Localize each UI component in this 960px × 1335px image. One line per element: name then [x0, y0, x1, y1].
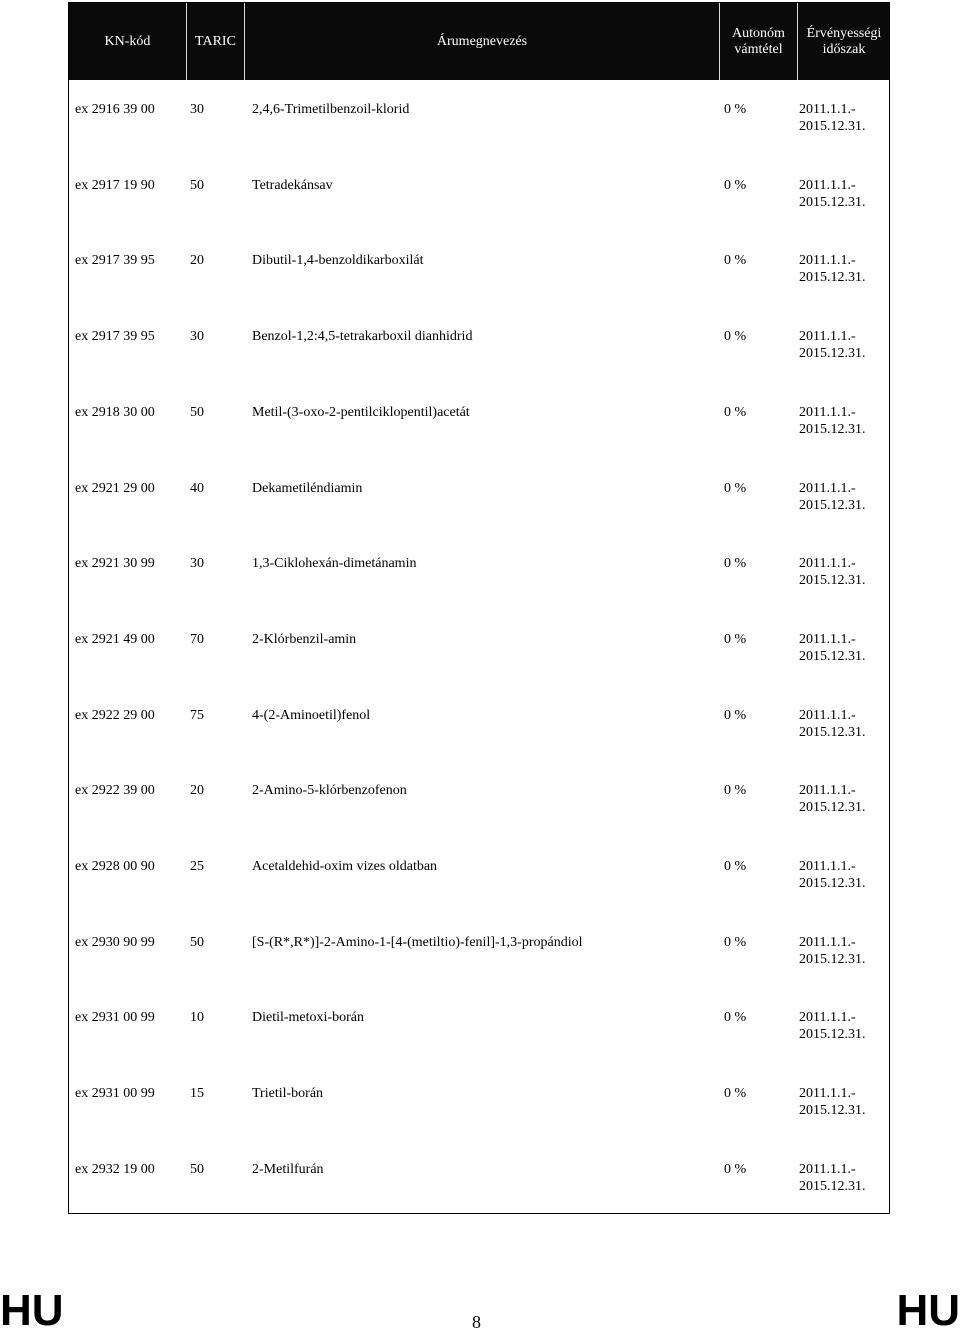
validity-period-cell: [799, 404, 866, 438]
validity-period-end: 2015.12.31.: [799, 1027, 866, 1043]
kn-code-cell: ex 2918 30 00: [75, 404, 155, 420]
header-description: [245, 3, 719, 80]
description-cell: Acetaldehid-oxim vizes oldatban: [252, 859, 438, 874]
header-kn-code: [69, 3, 186, 80]
validity-period-start: 2011.1.1.-: [799, 707, 856, 723]
taric-cell: 50: [190, 404, 204, 420]
taric-cell: 50: [190, 1161, 204, 1177]
header-validity-period: [798, 3, 890, 80]
header-description-label: Árumegnevezés: [436, 33, 528, 49]
table-row: [69, 1161, 889, 1236]
table-row: [69, 782, 889, 857]
validity-period-end: 2015.12.31.: [799, 346, 866, 362]
kn-code-cell: ex 2917 39 95: [75, 329, 155, 345]
header-kn-code-label: KN-kód: [104, 33, 151, 49]
duty-rate-cell: 0 %: [724, 480, 747, 496]
duty-rate-cell: 0 %: [724, 859, 747, 874]
taric-cell: 30: [190, 329, 204, 345]
description-cell: Dekametiléndiamin: [252, 480, 363, 496]
validity-period-cell: [799, 1009, 866, 1043]
taric-cell: 30: [190, 556, 204, 572]
validity-period-cell: [799, 782, 866, 816]
taric-cell: 25: [190, 859, 204, 874]
duty-rate-cell: 0 %: [724, 1161, 747, 1177]
description-cell: 2,4,6-Trimetilbenzoil-klorid: [252, 102, 410, 117]
validity-period-end: 2015.12.31.: [799, 119, 866, 134]
table-row: [69, 101, 889, 176]
validity-period-end: 2015.12.31.: [799, 421, 866, 437]
description-cell: Benzol-1,2:4,5-tetrakarboxil dianhidrid: [252, 329, 473, 345]
validity-period-cell: [799, 934, 866, 968]
validity-period-cell: [799, 1161, 866, 1195]
kn-code-cell: ex 2928 00 90: [75, 859, 155, 874]
description-cell: Trietil-borán: [252, 1086, 324, 1102]
taric-cell: 50: [190, 934, 204, 950]
validity-period-end: 2015.12.31.: [799, 497, 866, 513]
duty-rate-cell: 0 %: [724, 783, 747, 799]
header-validity-period-line1: Érvényességi: [806, 25, 882, 41]
taric-cell: 30: [190, 102, 204, 117]
footer-country-right: HU: [896, 1286, 960, 1335]
taric-cell: 40: [190, 480, 204, 496]
duty-rate-cell: 0 %: [724, 329, 747, 345]
table-row: [69, 631, 889, 706]
validity-period-end: 2015.12.31.: [799, 800, 866, 816]
table-row: [69, 934, 889, 1009]
validity-period-cell: [799, 480, 866, 514]
validity-period-cell: [799, 101, 866, 135]
duty-rate-cell: 0 %: [724, 556, 747, 572]
validity-period-end: 2015.12.31.: [799, 648, 866, 664]
validity-period-start: 2011.1.1.-: [799, 177, 856, 193]
taric-cell: 50: [190, 177, 204, 193]
footer-country-left: HU: [0, 1286, 64, 1335]
duty-rate-cell: 0 %: [724, 707, 747, 723]
description-cell: Metil-(3-oxo-2-pentilciklopentil)acetát: [252, 404, 470, 420]
validity-period-cell: [799, 1085, 866, 1119]
validity-period-start: 2011.1.1.-: [799, 253, 856, 269]
kn-code-cell: ex 2931 00 99: [75, 1086, 155, 1102]
kn-code-cell: ex 2917 39 95: [75, 253, 155, 269]
table-row: [69, 404, 889, 479]
description-cell: 2-Klórbenzil-amin: [252, 631, 357, 647]
table-row: [69, 252, 889, 327]
description-cell: 2-Metilfurán: [252, 1161, 324, 1177]
header-duty-rate: [720, 3, 797, 80]
duty-rate-cell: 0 %: [724, 102, 747, 117]
validity-period-end: 2015.12.31.: [799, 573, 866, 589]
table-header: [69, 3, 889, 80]
validity-period-cell: [799, 328, 866, 362]
table-row: [69, 328, 889, 403]
validity-period-cell: [799, 177, 866, 211]
table-row: [69, 177, 889, 252]
description-cell: 4-(2-Aminoetil)fenol: [252, 707, 371, 723]
taric-cell: 10: [190, 1010, 204, 1026]
duty-rate-cell: 0 %: [724, 1010, 747, 1026]
description-cell: Dietil-metoxi-borán: [252, 1010, 364, 1026]
header-duty-rate-line2: vámtétel: [734, 41, 783, 57]
validity-period-start: 2011.1.1.-: [799, 631, 856, 647]
table-row: [69, 707, 889, 782]
duty-rate-cell: 0 %: [724, 404, 747, 420]
table-row: [69, 858, 889, 933]
kn-code-cell: ex 2916 39 00: [75, 102, 155, 117]
taric-cell: 70: [190, 631, 204, 647]
taric-cell: 15: [190, 1086, 204, 1102]
validity-period-start: 2011.1.1.-: [799, 783, 856, 799]
taric-cell: 20: [190, 253, 204, 269]
validity-period-end: 2015.12.31.: [799, 270, 866, 286]
duty-rate-cell: 0 %: [724, 253, 747, 269]
description-cell: Dibutil-1,4-benzoldikarboxilát: [252, 253, 424, 269]
validity-period-start: 2011.1.1.-: [799, 934, 856, 950]
page-number: 8: [472, 1312, 481, 1332]
validity-period-cell: [799, 707, 866, 741]
table-row: [69, 555, 889, 630]
kn-code-cell: ex 2922 39 00: [75, 783, 155, 799]
validity-period-cell: [799, 555, 866, 589]
description-cell: Tetradekánsav: [252, 177, 333, 193]
validity-period-start: 2011.1.1.-: [799, 102, 856, 117]
description-cell: [S-(R*,R*)]-2-Amino-1-[4-(metiltio)-fenil]-1,3-propándiol: [252, 934, 583, 950]
tariff-table: [68, 2, 890, 1214]
kn-code-cell: ex 2921 29 00: [75, 480, 155, 496]
validity-period-end: 2015.12.31.: [799, 1103, 866, 1119]
kn-code-cell: ex 2932 19 00: [75, 1161, 155, 1177]
kn-code-cell: ex 2917 19 90: [75, 177, 155, 193]
validity-period-end: 2015.12.31.: [799, 951, 866, 967]
kn-code-cell: ex 2922 29 00: [75, 707, 155, 723]
duty-rate-cell: 0 %: [724, 631, 747, 647]
table-row: [69, 1085, 889, 1160]
validity-period-start: 2011.1.1.-: [799, 1161, 856, 1177]
kn-code-cell: ex 2921 49 00: [75, 631, 155, 647]
validity-period-start: 2011.1.1.-: [799, 404, 856, 420]
validity-period-start: 2011.1.1.-: [799, 1010, 856, 1026]
kn-code-cell: ex 2921 30 99: [75, 556, 155, 572]
validity-period-start: 2011.1.1.-: [799, 859, 856, 874]
duty-rate-cell: 0 %: [724, 177, 747, 193]
taric-cell: 75: [190, 707, 204, 723]
validity-period-start: 2011.1.1.-: [799, 556, 856, 572]
validity-period-cell: [799, 631, 866, 665]
table-row: [69, 480, 889, 555]
duty-rate-cell: 0 %: [724, 1086, 747, 1102]
validity-period-start: 2011.1.1.-: [799, 480, 856, 496]
validity-period-end: 2015.12.31.: [799, 1178, 866, 1194]
description-cell: 2-Amino-5-klórbenzofenon: [252, 783, 407, 799]
header-taric-label: TARIC: [195, 33, 236, 49]
description-cell: 1,3-Ciklohexán-dimetánamin: [252, 556, 417, 572]
validity-period-start: 2011.1.1.-: [799, 1086, 856, 1102]
table-row: [69, 1009, 889, 1084]
validity-period-start: 2011.1.1.-: [799, 329, 856, 345]
validity-period-cell: [799, 858, 866, 892]
header-taric: [187, 3, 244, 80]
validity-period-end: 2015.12.31.: [799, 724, 866, 740]
validity-period-end: 2015.12.31.: [799, 876, 866, 891]
validity-period-end: 2015.12.31.: [799, 194, 866, 210]
duty-rate-cell: 0 %: [724, 934, 747, 950]
taric-cell: 20: [190, 783, 204, 799]
kn-code-cell: ex 2930 90 99: [75, 934, 155, 950]
kn-code-cell: ex 2931 00 99: [75, 1010, 155, 1026]
header-duty-rate-line1: Autonóm: [732, 25, 785, 41]
validity-period-cell: [799, 252, 866, 286]
header-validity-period-line2: időszak: [822, 41, 866, 57]
